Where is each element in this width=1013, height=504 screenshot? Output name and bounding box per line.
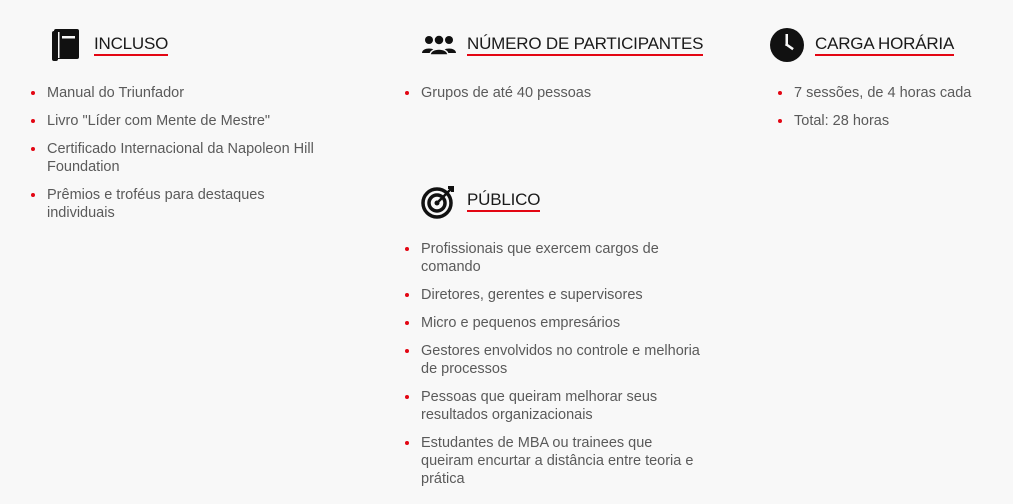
list-item: Certificado Internacional da Napoleon Hill Foundation bbox=[31, 140, 321, 176]
bullet bbox=[31, 193, 35, 197]
incluso-list bbox=[31, 84, 321, 232]
incluso-title: INCLUSO bbox=[94, 35, 168, 56]
participantes-title: NÚMERO DE PARTICIPANTES bbox=[467, 35, 703, 56]
list-item: 7 sessões, de 4 horas cada bbox=[778, 84, 998, 102]
list-item: Manual do Triunfador bbox=[31, 84, 321, 102]
list-item: Gestores envolvidos no controle e melhoria de processos bbox=[405, 342, 705, 378]
bullet bbox=[31, 119, 35, 123]
section-participantes bbox=[421, 27, 703, 63]
bullet bbox=[405, 247, 409, 251]
publico-list bbox=[405, 240, 705, 498]
bullet bbox=[405, 293, 409, 297]
target-icon bbox=[421, 183, 457, 219]
bullet bbox=[778, 91, 782, 95]
carga-list bbox=[778, 84, 998, 140]
section-publico bbox=[421, 183, 540, 219]
bullet bbox=[405, 441, 409, 445]
bullet bbox=[405, 349, 409, 353]
publico-title: PÚBLICO bbox=[467, 191, 540, 212]
section-incluso bbox=[48, 27, 168, 63]
list-item: Estudantes de MBA ou trainees que queiram encurtar a distância entre teoria e prática bbox=[405, 434, 705, 488]
list-item: Livro "Líder com Mente de Mestre" bbox=[31, 112, 321, 130]
list-item: Micro e pequenos empresários bbox=[405, 314, 705, 332]
bullet bbox=[405, 91, 409, 95]
carga-title: CARGA HORÁRIA bbox=[815, 35, 954, 56]
bullet bbox=[405, 321, 409, 325]
book-icon bbox=[48, 27, 84, 63]
section-carga bbox=[769, 27, 954, 63]
list-item: Diretores, gerentes e supervisores bbox=[405, 286, 705, 304]
bullet bbox=[405, 395, 409, 399]
people-group-icon bbox=[421, 27, 457, 63]
list-item: Total: 28 horas bbox=[778, 112, 998, 130]
bullet bbox=[778, 119, 782, 123]
bullet bbox=[31, 147, 35, 151]
list-item: Profissionais que exercem cargos de comando bbox=[405, 240, 705, 276]
list-item: Grupos de até 40 pessoas bbox=[405, 84, 695, 102]
clock-icon bbox=[769, 27, 805, 63]
participantes-list bbox=[405, 84, 695, 112]
bullet bbox=[31, 91, 35, 95]
list-item: Pessoas que queiram melhorar seus resultados organizacionais bbox=[405, 388, 705, 424]
list-item: Prêmios e troféus para destaques individuais bbox=[31, 186, 321, 222]
